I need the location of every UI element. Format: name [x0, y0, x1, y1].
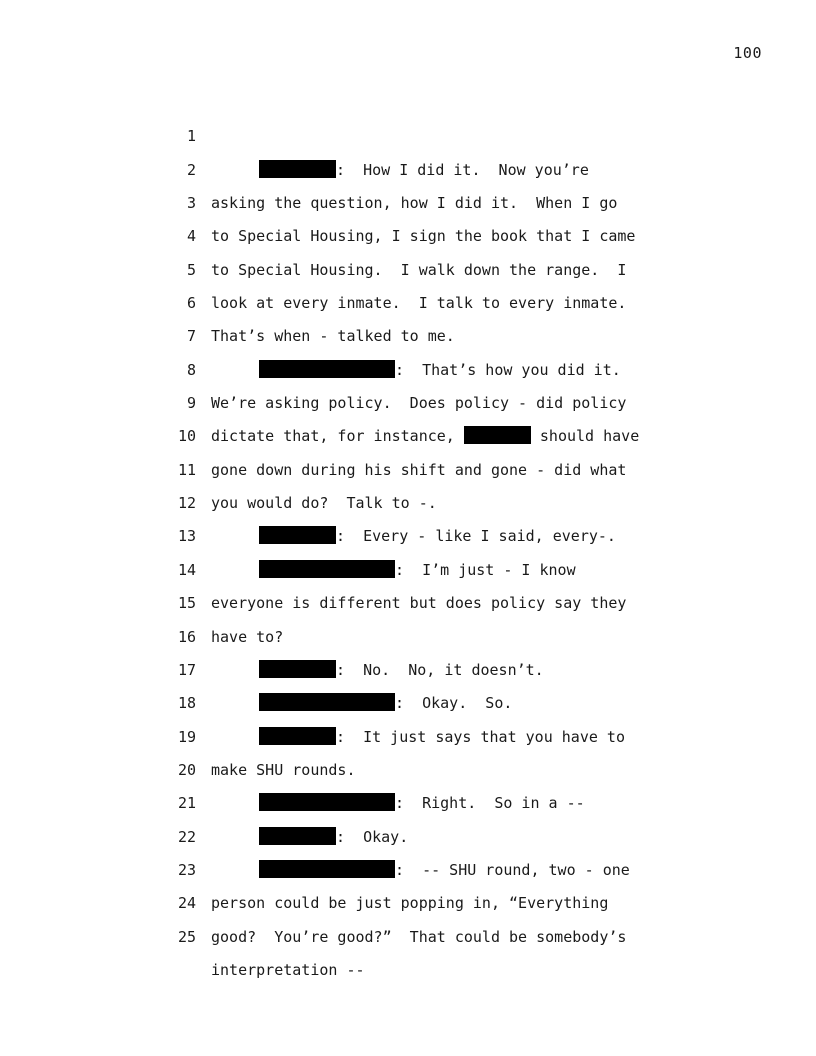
line-number: 23	[177, 860, 196, 879]
line-text-after: should have	[530, 427, 640, 446]
line-text-content: : That’s how you did it.	[395, 360, 621, 379]
line-text-content: : No. No, it doesn’t.	[336, 660, 544, 679]
line-text-content: : It just says that you have to	[336, 727, 625, 746]
line-number: 6	[186, 294, 196, 313]
line-text: person could be just popping in, “Everything	[211, 894, 609, 913]
line-number: 1	[186, 127, 196, 146]
line-text-content: : Okay. So.	[395, 694, 513, 713]
line-text: gone down during his shift and gone - did what	[211, 460, 627, 479]
line-number: 5	[186, 260, 196, 279]
page-number: 100	[733, 44, 762, 62]
line-number: 16	[177, 627, 196, 646]
line-number: 13	[177, 527, 196, 546]
line-number: 8	[186, 360, 196, 379]
line-number: 12	[177, 494, 196, 513]
line-number: 19	[177, 727, 196, 746]
line-number: 18	[177, 694, 196, 713]
line-number: 10	[177, 427, 196, 446]
line-text: look at every inmate. I talk to every inmate.	[211, 294, 627, 313]
line-text: good? You’re good?” That could be somebody’s	[211, 927, 627, 946]
line-text: everyone is different but does policy say they	[211, 594, 627, 613]
line-text-content: : Okay.	[336, 827, 409, 846]
line-text: asking the question, how I did it. When I go	[211, 194, 618, 213]
line-number: 2	[186, 160, 196, 179]
line-text: have to?	[211, 627, 284, 646]
line-text: make SHU rounds.	[211, 760, 356, 779]
line-text: interpretation --	[211, 960, 365, 979]
line-number: 24	[177, 894, 196, 913]
line-number: 15	[177, 594, 196, 613]
line-number: 14	[177, 560, 196, 579]
line-number: 21	[177, 794, 196, 813]
line-text: you would do? Talk to -.	[211, 494, 437, 513]
line-number: 17	[177, 660, 196, 679]
line-text-content: : How I did it. Now you’re	[336, 160, 589, 179]
line-number: 4	[186, 227, 196, 246]
line-number: 22	[177, 827, 196, 846]
line-number: 25	[177, 927, 196, 946]
line-text-content: : I’m just - I know	[395, 560, 576, 579]
line-number: 7	[186, 327, 196, 346]
line-text-content: : Every - like I said, every-.	[336, 527, 616, 546]
line-number: 11	[177, 460, 196, 479]
line-text-before: dictate that, for instance,	[211, 427, 464, 446]
line-number: 9	[186, 394, 196, 413]
line-text: That’s when - talked to me.	[211, 327, 455, 346]
line-text-content: : Right. So in a --	[395, 794, 585, 813]
line-text-content: : -- SHU round, two - one	[395, 860, 630, 879]
line-text: We’re asking policy. Does policy - did policy	[211, 394, 627, 413]
line-number: 3	[186, 194, 196, 213]
line-text: to Special Housing. I walk down the range. I	[211, 260, 627, 279]
transcript-body	[0, 87, 816, 979]
transcript-line	[0, 87, 816, 179]
line-number: 20	[177, 760, 196, 779]
line-text: to Special Housing, I sign the book that I came	[211, 227, 636, 246]
